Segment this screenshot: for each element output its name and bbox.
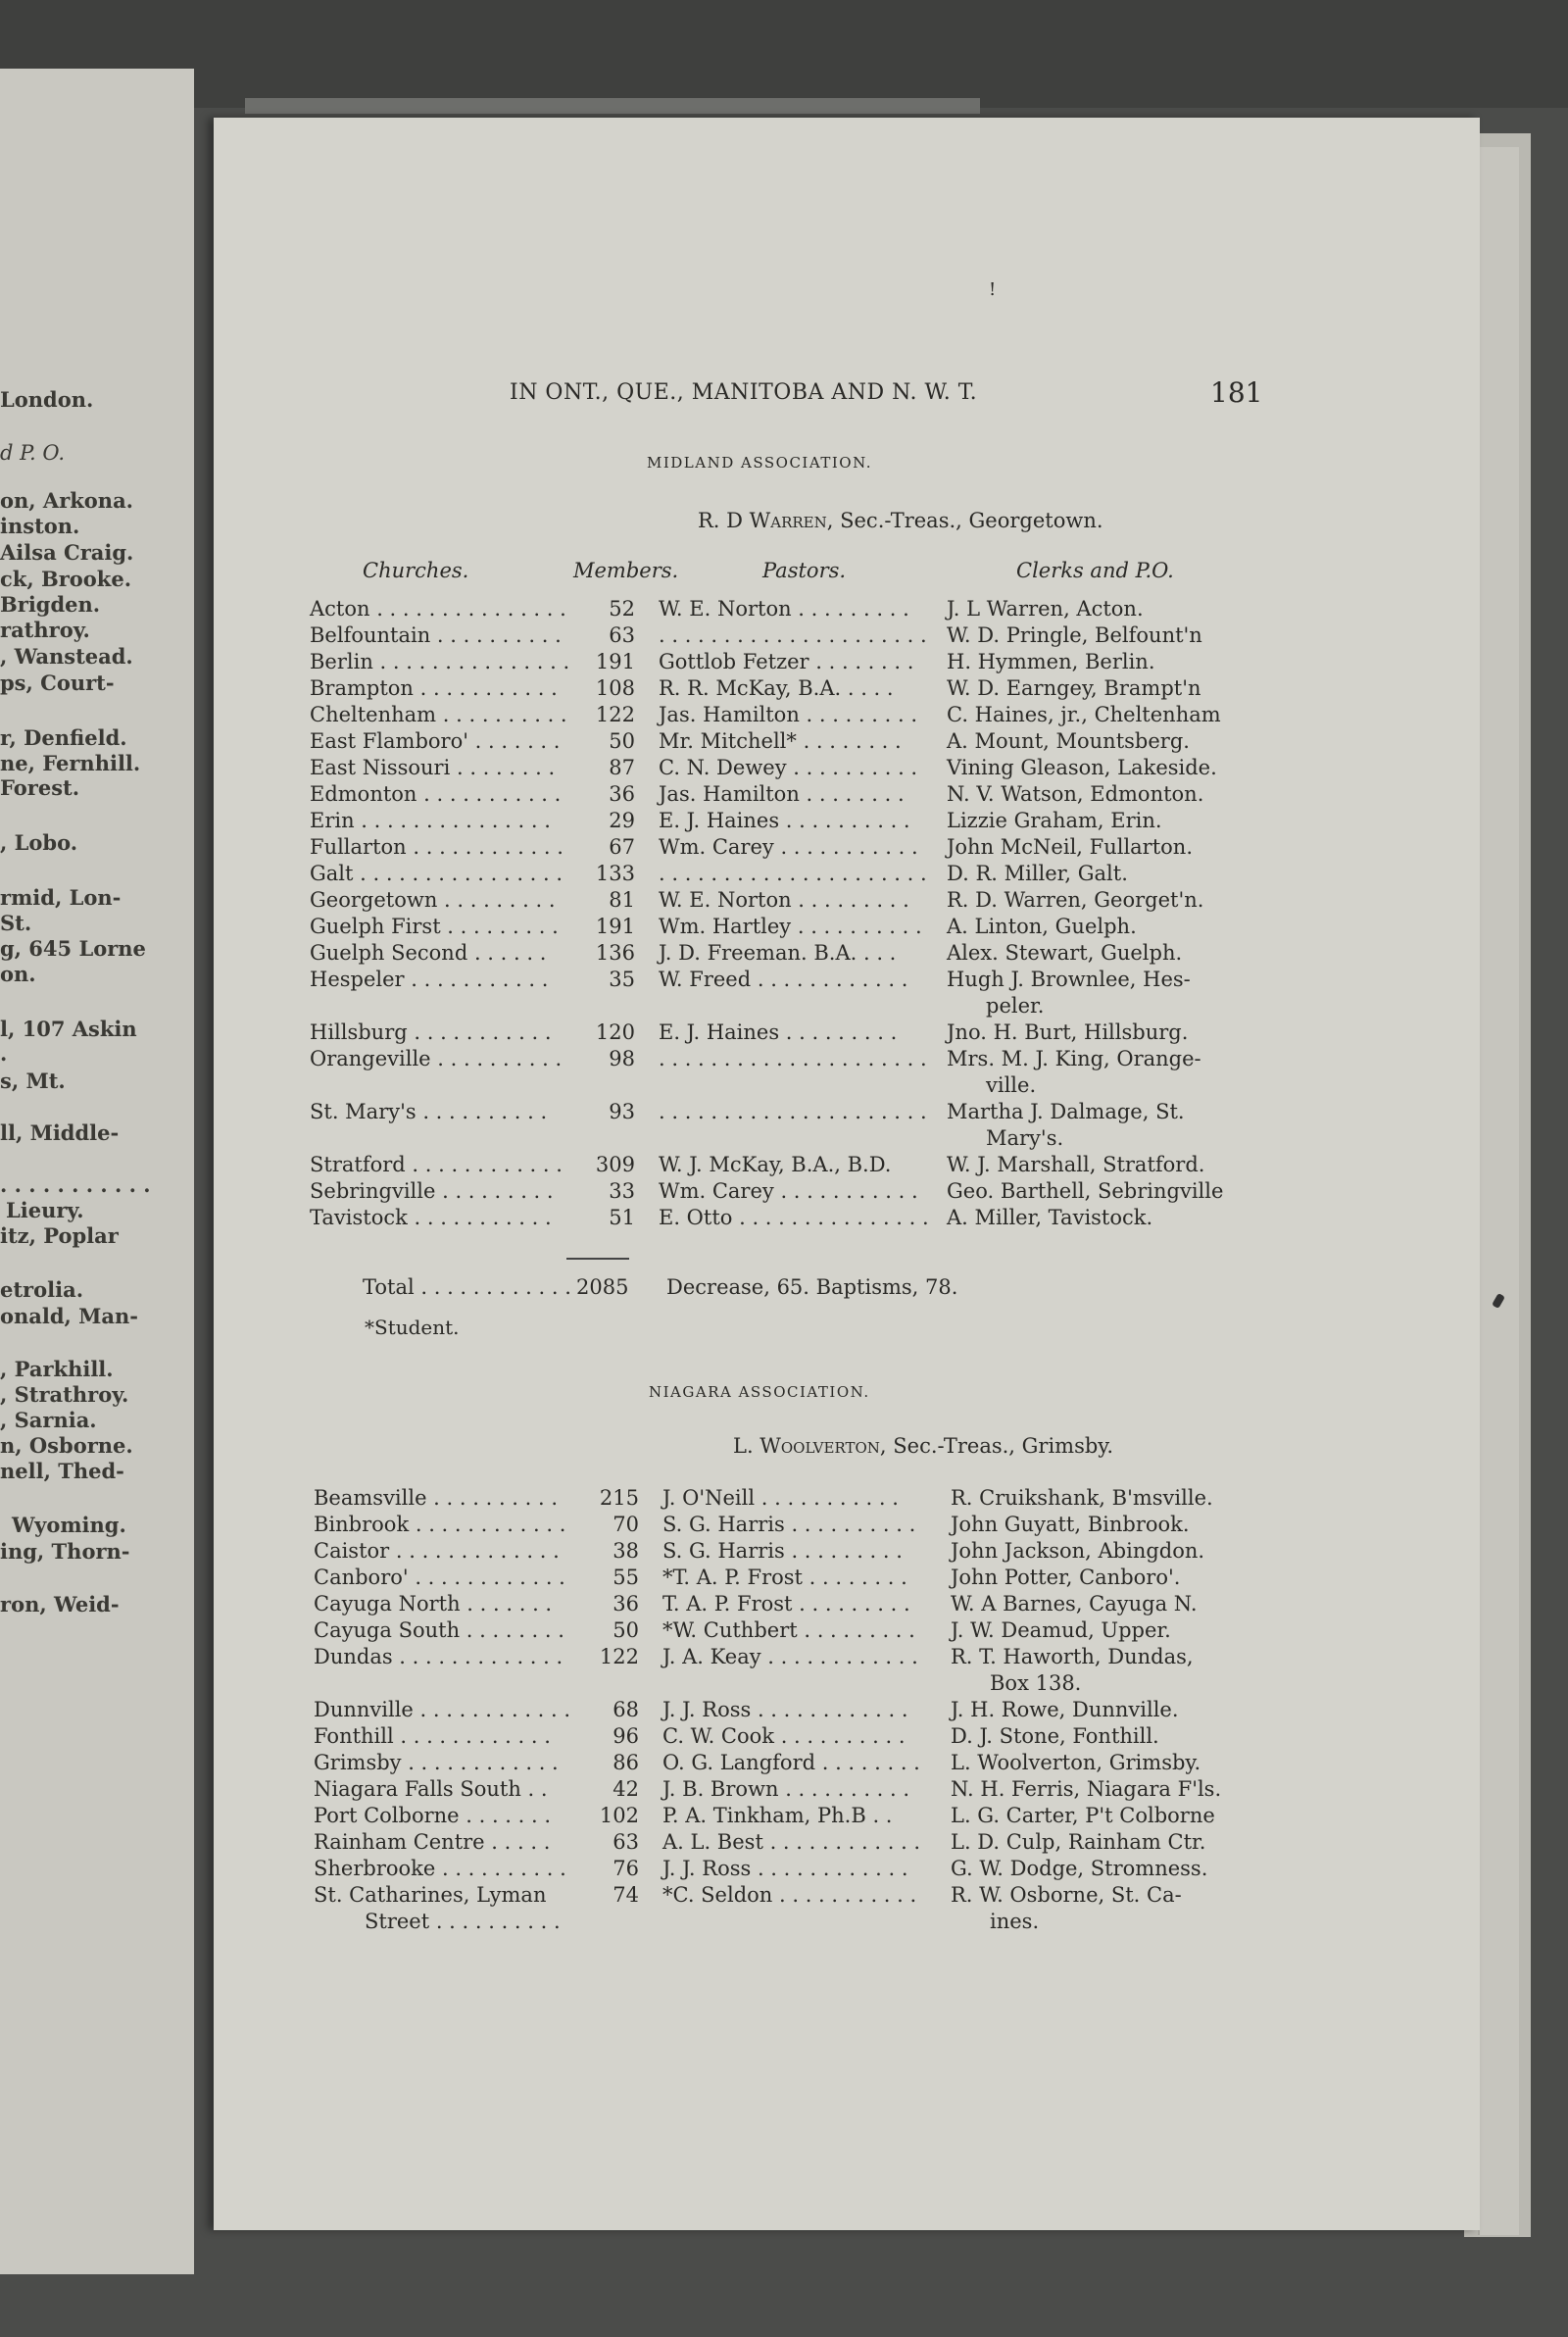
clerk-and-post-office: John McNeil, Fullarton. [947,835,1194,859]
clerk-and-post-office-continuation: ines. [990,1910,1040,1933]
pastor-name: *T. A. P. Frost . . . . . . . . [662,1566,907,1589]
pastor-name: W. Freed . . . . . . . . . . . . [659,968,908,991]
church-row [314,1829,1259,1856]
church-name: Erin . . . . . . . . . . . . . . . [310,809,551,832]
member-count: 29 [609,809,635,832]
pastor-name: *C. Seldon . . . . . . . . . . . [662,1883,917,1907]
page-number: 181 [1210,376,1263,409]
church-name: Grimsby . . . . . . . . . . . . [314,1751,559,1774]
member-count: 191 [595,915,635,938]
pastor-name: J. O'Neill . . . . . . . . . . . [662,1486,899,1510]
pastor-name: R. R. McKay, B.A. . . . . [659,676,894,700]
member-count: 68 [612,1698,639,1721]
left-page-fragment-text: r, Denfield. [0,725,127,750]
member-count: 35 [609,968,635,991]
church-name: Edmonton . . . . . . . . . . . [310,782,562,806]
clerk-and-post-office: C. Haines, jr., Cheltenham [947,703,1221,726]
church-name: Orangeville . . . . . . . . . . [310,1047,563,1070]
member-count: 309 [595,1153,635,1176]
clerk-and-post-office: Jno. H. Burt, Hillsburg. [947,1020,1189,1044]
church-row [310,834,1255,861]
church-row [314,1591,1259,1617]
left-page-fragment-text: ing, Thorn- [0,1539,130,1564]
scan-strip [245,98,980,114]
clerk-and-post-office: L. D. Culp, Rainham Ctr. [951,1830,1206,1854]
left-page-fragment-text: etrolia. [0,1277,84,1302]
pastor-name: Jas. Hamilton . . . . . . . . [659,782,905,806]
church-row [310,940,1255,967]
church-name: Hillsburg . . . . . . . . . . . [310,1020,552,1044]
member-count: 122 [595,703,635,726]
church-row [314,1723,1259,1750]
church-name: Berlin . . . . . . . . . . . . . . . [310,650,570,673]
clerk-and-post-office: L. Woolverton, Grimsby. [951,1751,1201,1774]
church-name: Sherbrooke . . . . . . . . . . [314,1857,566,1880]
left-page-fragment-text: Lieury. [6,1198,84,1222]
church-name: Canboro' . . . . . . . . . . . . [314,1566,565,1589]
church-row [314,1750,1259,1776]
church-row [314,1856,1259,1882]
header-churches: Churches. [363,559,469,582]
left-page-fragment-text: ck, Brooke. [0,567,132,591]
clerk-and-post-office-continuation: ville. [986,1073,1037,1097]
member-count: 133 [595,862,635,885]
left-page-fragment-text: Ailsa Craig. [0,540,134,565]
left-page-fragment-text: rathroy. [0,618,90,642]
member-count: 74 [612,1883,639,1907]
pastor-name: J. J. Ross . . . . . . . . . . . . [662,1698,908,1721]
clerk-and-post-office [951,1644,1259,1697]
church-row [310,808,1255,834]
church-name: East Nissouri . . . . . . . . [310,756,556,779]
church-row [310,622,1255,649]
church-row [310,596,1255,622]
pastor-name: Wm. Hartley . . . . . . . . . . [659,915,922,938]
church-row [310,1046,1255,1099]
church-name: Guelph First . . . . . . . . . [310,915,559,938]
left-page-fragment-text: d P. O. [0,441,66,465]
clerk-and-post-office [947,1099,1255,1152]
left-page-fragment-text: inston. [0,514,80,538]
clerk-and-post-office: W. D. Pringle, Belfount'n [947,623,1202,647]
clerk-and-post-office: Vining Gleason, Lakeside. [947,756,1217,779]
church-row [310,781,1255,808]
church-row [310,1099,1255,1152]
clerk-and-post-office: R. Cruikshank, B'msville. [951,1486,1213,1510]
header-members: Members. [573,559,679,582]
member-count: 55 [612,1566,639,1589]
church-name: Fonthill . . . . . . . . . . . . [314,1724,551,1748]
member-count: 87 [609,756,635,779]
left-page-fragment [0,69,194,2274]
church-name: Binbrook . . . . . . . . . . . . [314,1513,566,1536]
clerk-and-post-office: W. J. Marshall, Stratford. [947,1153,1205,1176]
church-name: Cheltenham . . . . . . . . . . [310,703,567,726]
church-row [310,914,1255,940]
pastor-name: S. G. Harris . . . . . . . . . . [662,1513,916,1536]
clerk-and-post-office: Lizzie Graham, Erin. [947,809,1162,832]
clerk-and-post-office-line: R. W. Osborne, St. Ca- [951,1883,1182,1907]
church-name: Tavistock . . . . . . . . . . . [310,1206,552,1229]
pastor-name: E. Otto . . . . . . . . . . . . . . . [659,1206,929,1229]
left-page-fragment-text: g, 645 Lorne [0,936,146,961]
left-page-fragment-text: St. [0,911,32,935]
church-row [310,649,1255,675]
church-row [314,1644,1259,1697]
pastor-name: . . . . . . . . . . . . . . . . . . . . . [659,623,927,647]
church-name: Brampton . . . . . . . . . . . [310,676,558,700]
running-head: IN ONT., QUE., MANITOBA AND N. W. T. [510,380,978,405]
left-page-fragment-text: Wyoming. [12,1513,126,1537]
member-count: 93 [609,1100,635,1123]
midland-secretary-details: Sec.-Treas., Georgetown. [833,509,1103,532]
left-page-fragment-text: , Strathroy. [0,1382,129,1407]
church-row [310,1152,1255,1178]
member-count: 215 [599,1486,639,1510]
scan-backdrop [0,0,1568,108]
church-name: Port Colborne . . . . . . . [314,1804,552,1827]
church-row [314,1803,1259,1829]
member-count: 63 [612,1830,639,1854]
member-count: 108 [595,676,635,700]
pastor-name: . . . . . . . . . . . . . . . . . . . . . [659,862,927,885]
pastor-name: . . . . . . . . . . . . . . . . . . . . . [659,1047,927,1070]
member-count: 51 [609,1206,635,1229]
left-page-fragment-text: rmid, Lon- [0,885,122,910]
church-row [310,861,1255,887]
clerk-and-post-office: Alex. Stewart, Guelph. [947,941,1183,965]
niagara-table [314,1485,1259,1935]
left-page-fragment-text: , Parkhill. [0,1357,114,1381]
pastor-name: W. J. McKay, B.A., B.D. [659,1153,892,1176]
clerk-and-post-office [947,1046,1255,1099]
left-page-fragment-text: ll, Middle- [0,1120,120,1145]
church-row [314,1538,1259,1565]
church-name: Hespeler . . . . . . . . . . . [310,968,549,991]
church-row [310,675,1255,702]
header-clerks: Clerks and P.O. [1016,559,1174,582]
left-page-fragment-text: ron, Weid- [0,1592,120,1616]
member-count: 42 [612,1777,639,1801]
church-name: Guelph Second . . . . . . [310,941,547,965]
church-name: Belfountain . . . . . . . . . . [310,623,562,647]
church-row [314,1512,1259,1538]
member-count: 76 [612,1857,639,1880]
midland-secretary-line [698,509,1103,532]
clerk-and-post-office [951,1882,1259,1935]
niagara-secretary-name: L. Woolverton, [733,1434,887,1458]
pastor-name: W. E. Norton . . . . . . . . . [659,888,909,912]
pastor-name: Jas. Hamilton . . . . . . . . . [659,703,918,726]
midland-total-label: Total . . . . . . . . . . . . [363,1275,571,1299]
church-name: Fullarton . . . . . . . . . . . . [310,835,564,859]
member-count: 67 [609,835,635,859]
member-count: 122 [599,1645,639,1668]
left-page-fragment-text: on, Arkona. [0,488,133,513]
clerk-and-post-office: A. Linton, Guelph. [947,915,1137,938]
midland-total-note: Decrease, 65. Baptisms, 78. [666,1275,958,1299]
church-name: St. Mary's . . . . . . . . . . [310,1100,548,1123]
total-rule [566,1258,629,1260]
marginal-mark: ! [989,279,997,300]
niagara-secretary-details: Sec.-Treas., Grimsby. [886,1434,1114,1458]
left-page-fragment-text: . [0,1041,8,1066]
clerk-and-post-office: A. Mount, Mountsberg. [947,729,1190,753]
church-row [314,1485,1259,1512]
member-count: 81 [609,888,635,912]
member-count: 136 [595,941,635,965]
church-name: Rainham Centre . . . . . [314,1830,551,1854]
clerk-and-post-office: G. W. Dodge, Stromness. [951,1857,1208,1880]
member-count: 63 [609,623,635,647]
church-name-continuation: Street . . . . . . . . . . [365,1910,561,1933]
church-row [310,755,1255,781]
church-row [314,1882,1259,1935]
member-count: 98 [609,1047,635,1070]
clerk-and-post-office: Geo. Barthell, Sebringville [947,1179,1224,1203]
church-name: Cayuga North . . . . . . . [314,1592,553,1616]
left-page-fragment-text: nell, Thed- [0,1459,124,1483]
pastor-name: Mr. Mitchell* . . . . . . . . [659,729,902,753]
church-row [314,1776,1259,1803]
church-row [314,1617,1259,1644]
member-count: 36 [612,1592,639,1616]
left-page-fragment-text: , Lobo. [0,830,78,855]
left-page-fragment-text: , Sarnia. [0,1408,97,1432]
clerk-and-post-office: J. W. Deamud, Upper. [951,1618,1171,1642]
member-count: 86 [612,1751,639,1774]
church-name: East Flamboro' . . . . . . . [310,729,561,753]
page-edge-inner [1478,147,1519,2235]
clerk-and-post-office: W. A Barnes, Cayuga N. [951,1592,1198,1616]
church-row [310,728,1255,755]
pastor-name: W. E. Norton . . . . . . . . . [659,597,909,621]
member-count: 70 [612,1513,639,1536]
pastor-name: O. G. Langford . . . . . . . . [662,1751,920,1774]
church-row [310,702,1255,728]
clerk-and-post-office: L. G. Carter, P't Colborne [951,1804,1215,1827]
midland-table [310,596,1255,1231]
member-count: 52 [609,597,635,621]
clerk-and-post-office-line: Martha J. Dalmage, St. [947,1100,1185,1123]
pastor-name: J. B. Brown . . . . . . . . . . [662,1777,910,1801]
clerk-and-post-office: J. L Warren, Acton. [947,597,1144,621]
church-name: Dunnville . . . . . . . . . . . . [314,1698,571,1721]
left-page-fragment-text: l, 107 Askin [0,1017,137,1041]
clerk-and-post-office [947,967,1255,1019]
pastor-name: E. J. Haines . . . . . . . . . . [659,809,910,832]
church-row [310,1205,1255,1231]
clerk-and-post-office-line: R. T. Haworth, Dundas, [951,1645,1194,1668]
left-page-fragment-text: Forest. [0,775,80,800]
midland-footnote: *Student. [365,1316,460,1339]
pastor-name: Wm. Carey . . . . . . . . . . . [659,1179,918,1203]
clerk-and-post-office: N. V. Watson, Edmonton. [947,782,1204,806]
pastor-name: . . . . . . . . . . . . . . . . . . . . . [659,1100,927,1123]
clerk-and-post-office: N. H. Ferris, Niagara F'ls. [951,1777,1222,1801]
left-page-fragment-text: n, Osborne. [0,1433,133,1458]
clerk-and-post-office: John Jackson, Abingdon. [951,1539,1205,1563]
church-row [310,1019,1255,1046]
church-name [314,1882,578,1935]
pastor-name: Wm. Carey . . . . . . . . . . . [659,835,918,859]
clerk-and-post-office: A. Miller, Tavistock. [947,1206,1153,1229]
left-page-fragment-text: ps, Court- [0,671,115,695]
clerk-and-post-office-continuation: peler. [986,994,1045,1018]
church-name: Acton . . . . . . . . . . . . . . . [310,597,566,621]
church-name: Niagara Falls South . . [314,1777,548,1801]
niagara-secretary-line [733,1434,1113,1458]
church-name: Dundas . . . . . . . . . . . . . [314,1645,564,1668]
left-page-fragment-text: . . . . . . . . . . . [0,1172,151,1197]
midland-total-value: 2085 [576,1275,629,1299]
pastor-name: A. L. Best . . . . . . . . . . . . [662,1830,921,1854]
church-name: Caistor . . . . . . . . . . . . . [314,1539,560,1563]
church-name: Sebringville . . . . . . . . . [310,1179,554,1203]
pastor-name: C. N. Dewey . . . . . . . . . . [659,756,918,779]
pastor-name: J. A. Keay . . . . . . . . . . . . [662,1645,918,1668]
pastor-name: Gottlob Fetzer . . . . . . . . [659,650,914,673]
pastor-name: E. J. Haines . . . . . . . . . [659,1020,898,1044]
pastor-name: J. D. Freeman. B.A. . . . [659,941,897,965]
member-count: 50 [609,729,635,753]
member-count: 50 [612,1618,639,1642]
niagara-association-title: NIAGARA ASSOCIATION. [649,1383,870,1401]
pastor-name: *W. Cuthbert . . . . . . . . . [662,1618,915,1642]
clerk-and-post-office: J. H. Rowe, Dunnville. [951,1698,1179,1721]
member-count: 120 [595,1020,635,1044]
left-page-fragment-text: s, Mt. [0,1069,66,1093]
member-count: 191 [595,650,635,673]
midland-secretary-name: R. D Warren, [698,509,834,532]
left-page-fragment-text: onald, Man- [0,1304,139,1328]
clerk-and-post-office: D. R. Miller, Galt. [947,862,1128,885]
church-name: Stratford . . . . . . . . . . . . [310,1153,563,1176]
left-page-fragment-text: Brigden. [0,592,101,617]
left-page-fragment-text: ne, Fernhill. [0,751,141,775]
clerk-and-post-office-continuation: Box 138. [990,1671,1082,1695]
church-row [310,887,1255,914]
header-pastors: Pastors. [762,559,847,582]
church-name: Beamsville . . . . . . . . . . [314,1486,559,1510]
clerk-and-post-office: H. Hymmen, Berlin. [947,650,1155,673]
left-page-fragment-text: itz, Poplar [0,1223,119,1248]
pastor-name: T. A. P. Frost . . . . . . . . . [662,1592,910,1616]
clerk-and-post-office: John Guyatt, Binbrook. [951,1513,1190,1536]
member-count: 36 [609,782,635,806]
church-name-line: St. Catharines, Lyman [314,1883,547,1907]
pastor-name: P. A. Tinkham, Ph.B . . [662,1804,893,1827]
church-row [314,1697,1259,1723]
pastor-name: C. W. Cook . . . . . . . . . . [662,1724,906,1748]
midland-association-title: MIDLAND ASSOCIATION. [647,454,873,472]
church-row [314,1565,1259,1591]
left-page-fragment-text: on. [0,962,36,986]
clerk-and-post-office: W. D. Earngey, Brampt'n [947,676,1201,700]
church-row [310,1178,1255,1205]
church-name: Galt . . . . . . . . . . . . . . . . [310,862,564,885]
pastor-name: J. J. Ross . . . . . . . . . . . . [662,1857,908,1880]
member-count: 102 [599,1804,639,1827]
church-name: Cayuga South . . . . . . . . [314,1618,564,1642]
church-row [310,967,1255,1019]
member-count: 96 [612,1724,639,1748]
left-page-fragment-text: London. [0,387,94,412]
clerk-and-post-office-line: Hugh J. Brownlee, Hes- [947,968,1191,991]
member-count: 33 [609,1179,635,1203]
clerk-and-post-office-line: Mrs. M. J. King, Orange- [947,1047,1201,1070]
clerk-and-post-office: D. J. Stone, Fonthill. [951,1724,1159,1748]
clerk-and-post-office-continuation: Mary's. [986,1126,1064,1150]
clerk-and-post-office: R. D. Warren, Georget'n. [947,888,1204,912]
pastor-name: S. G. Harris . . . . . . . . . [662,1539,903,1563]
church-name: Georgetown . . . . . . . . . [310,888,556,912]
left-page-fragment-text: , Wanstead. [0,644,133,669]
clerk-and-post-office: John Potter, Canboro'. [951,1566,1181,1589]
member-count: 38 [612,1539,639,1563]
